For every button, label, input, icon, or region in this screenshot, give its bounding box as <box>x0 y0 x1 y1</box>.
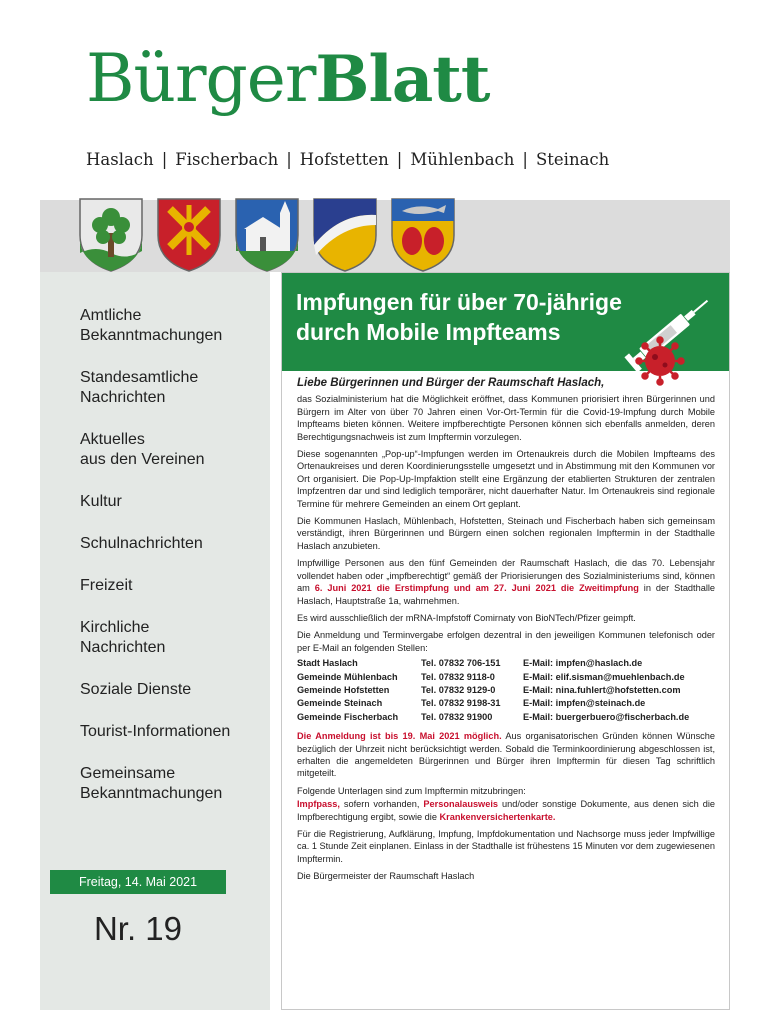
required-doc-personalausweis: Personalausweis <box>423 799 498 810</box>
town-separator: | <box>161 150 168 169</box>
nav-soziale-dienste[interactable]: Soziale Dienste <box>80 681 192 698</box>
contact-email[interactable]: E-Mail: buergerbuero@fischerbach.de <box>523 711 690 722</box>
contact-name: Gemeinde Steinach <box>297 698 383 709</box>
crest-hofstetten-icon <box>232 195 302 273</box>
crest-muehlenbach-icon <box>310 195 380 273</box>
nav-amtliche-bekanntmachungen[interactable]: Amtliche Bekanntmachungen <box>80 307 223 344</box>
issue-number: Nr. 19 <box>93 910 183 947</box>
contact-phone: Tel. 07832 9118-0 <box>421 671 495 682</box>
article-body <box>297 377 715 888</box>
town-separator: | <box>396 150 403 169</box>
paragraph-1: das Sozialministerium hat die Möglichkeit eröffnet, dass Kommunen priorisiert ihren Bürgerinnen und Bürgern im Alter von über 70 Jahren einen Vor-Ort-Termin für die Covid-19-Impfung durch Mobile Impfteams bieten können. Weitere impfberechtigte Personen können sich ebenfalls anmelden, deren Berechtigungsnachweis ist zum Impftermin vorzulegen. <box>297 394 715 442</box>
section-nav <box>80 306 265 826</box>
contact-phone: Tel. 07832 706-151 <box>421 658 501 669</box>
paragraph-4-text-end: in der Stadthalle Haslach, Hauptstraße 1a, wahrnehmen. <box>297 583 716 606</box>
town-muehlenbach: Mühlenbach <box>410 150 515 169</box>
town-separator: | <box>522 150 528 169</box>
contact-email[interactable]: E-Mail: nina.fuhlert@hofstetten.com <box>523 684 681 695</box>
paragraph-9 <box>297 798 715 823</box>
contact-phone: Tel. 07832 91900 <box>421 711 493 722</box>
town-list <box>86 150 706 169</box>
table-row <box>297 697 715 710</box>
paragraph-4 <box>297 557 715 607</box>
issue-date: Freitag, 14. Mai 2021 <box>50 870 226 894</box>
registration-deadline: Die Anmeldung ist bis 19. Mai 2021 möglich. <box>297 731 502 742</box>
contact-email[interactable]: E-Mail: elif.sisman@muehlenbach.de <box>523 671 685 682</box>
headline-line2: durch Mobile Impfteams <box>296 319 561 345</box>
contact-phone: Tel. 07832 9198-31 <box>421 698 501 709</box>
table-row <box>297 671 715 684</box>
signature: Die Bürgermeister der Raumschaft Haslach <box>297 871 475 882</box>
nav-schulnachrichten[interactable]: Schulnachrichten <box>80 535 203 552</box>
paragraph-6: Die Anmeldung und Terminvergabe erfolgen dezentral in den jeweiligen Kommunen telefonisch oder per E-Mail an folgenden Stellen: <box>297 630 715 653</box>
paragraph-4-text: Impfwillige Personen aus den fünf Gemeinden der Raumschaft Haslach, die das 70. Lebensjahr vollendet haben oder „impfberechtigt“ gemäß der Priorisierungen des Sozialministeriums sind, können am <box>297 558 715 594</box>
masthead-logo <box>86 40 706 120</box>
table-row <box>297 684 715 697</box>
paragraph-7 <box>297 730 715 780</box>
salutation: Liebe Bürgerinnen und Bürger der Raumschaft Haslach, <box>297 377 605 389</box>
contact-name: Gemeinde Fischerbach <box>297 711 399 722</box>
contact-email[interactable]: E-Mail: impfen@haslach.de <box>523 658 643 669</box>
nav-freizeit[interactable]: Freizeit <box>80 577 133 594</box>
table-row <box>297 711 715 724</box>
contact-name: Stadt Haslach <box>297 658 358 669</box>
town-haslach: Haslach <box>86 150 154 169</box>
crest-steinach-icon <box>388 195 458 273</box>
crest-fischerbach-icon <box>154 195 224 273</box>
nav-tourist-informationen[interactable]: Tourist-Informationen <box>80 723 231 740</box>
contact-table <box>297 657 715 724</box>
town-steinach: Steinach <box>535 150 610 169</box>
nav-aktuelles-vereine[interactable]: Aktuelles aus den Vereinen <box>80 431 205 468</box>
paragraph-5: Es wird ausschließlich der mRNA-Impfstoff Comirnaty von BioNTech/Pfizer geimpft. <box>297 612 636 623</box>
town-separator: | <box>286 150 292 169</box>
table-row <box>297 657 715 670</box>
masthead-part1: Bürger <box>86 40 316 117</box>
required-doc-krankenversichertenkarte: Krankenversichertenkarte. <box>439 811 556 822</box>
contact-name: Gemeinde Hofstetten <box>297 684 390 695</box>
paragraph-8: Folgende Unterlagen sind zum Impftermin mitzubringen: <box>297 785 526 796</box>
contact-name: Gemeinde Mühlenbach <box>297 671 398 682</box>
paragraph-7-text: Aus organisatorischen Gründen können Wünsche bezüglich der Uhrzeit nicht berücksichtigt werden. Sobald die Terminkoordinierung abgeschlossen ist, erhalten die angemeldeten Bürgerinnen und Bürger ihren Impftermin für diesen Tag schriftlich mitgeteilt. <box>297 731 715 779</box>
paragraph-2: Diese sogenannten „Pop-up“-Impfungen werden im Ortenaukreis durch die Mobilen Impfteams des Ortenaukreises und deren Koordinierungsstelle umgesetzt und in Abstimmung mit den Kommunen vor Ort organisiert. Die Pop-Up-Impfaktion stellt eine Ergänzung der etablierten Strukturen der zentralen Impfzentren dar und sind lediglich temporärer, nicht dauerhafter Natur. Im Ortenaukreis sind regionale Termine für mehrere Gemeinden an einem Ort geplant. <box>297 449 715 509</box>
paragraph-9-text-2: und/oder sonstige Dokumente, aus denen sich die Impfberechtigung ergibt, sowie die <box>297 799 715 822</box>
article <box>281 272 730 1010</box>
headline-line1: Impfungen für über 70-jährige <box>296 289 622 315</box>
masthead-part2: Blatt <box>315 42 490 117</box>
required-doc-impfpass: Impfpass, <box>297 799 340 810</box>
town-hofstetten: Hofstetten <box>299 150 389 169</box>
paragraph-3: Die Kommunen Haslach, Mühlenbach, Hofstetten, Steinach und Fischerbach haben sich gemeinsam verständigt, ihren Bürgerinnen und Bürgern einen solchen regionalen Impftermin in der Stadthalle Haslach anzubieten. <box>297 516 715 551</box>
nav-kultur[interactable]: Kultur <box>80 493 122 510</box>
headline <box>296 287 636 347</box>
nav-gemeinsame-bekanntmachungen[interactable]: Gemeinsame Bekanntmachungen <box>80 765 223 802</box>
contact-phone: Tel. 07832 9129-0 <box>421 684 496 695</box>
paragraph-10: Für die Registrierung, Aufklärung, Impfung, Impfdokumentation und Nachsorge muss jeder Impfwillige ca. 1 Stunde Zeit einplanen. Einlass in der Stadthalle ist frühestens 15 Minuten vor dem zugewiesenen Impftermin. <box>297 829 715 864</box>
paragraph-9-text: sofern vorhanden, <box>339 799 424 810</box>
contact-email[interactable]: E-Mail: impfen@steinach.de <box>523 698 646 709</box>
nav-kirchliche-nachrichten[interactable]: Kirchliche Nachrichten <box>80 619 166 656</box>
crest-haslach-icon <box>76 195 146 273</box>
nav-standesamtliche-nachrichten[interactable]: Standesamtliche Nachrichten <box>80 369 199 406</box>
vaccination-dates: 6. Juni 2021 die Erstimpfung und am 27. Juni 2021 die Zweitimpfung <box>314 583 639 594</box>
coats-of-arms <box>76 195 458 275</box>
town-fischerbach: Fischerbach <box>175 150 279 169</box>
